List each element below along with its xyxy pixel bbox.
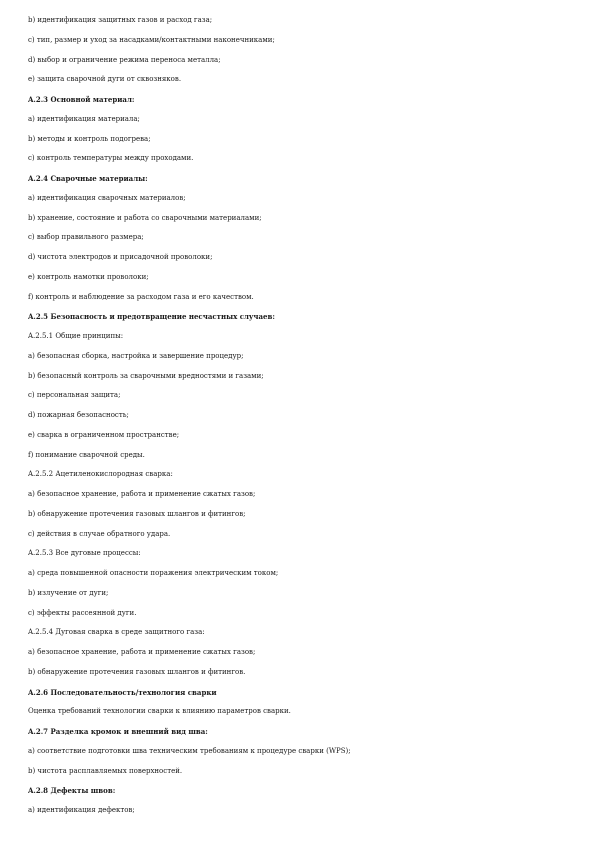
text-line: e) сварка в ограниченном пространстве;	[28, 430, 180, 439]
text-line: a) среда повышенной опасности поражения электрическим током;	[28, 569, 279, 577]
text-line: e) контроль намотки проволоки;	[28, 272, 149, 281]
text-line: c) действия в случае обратного удара.	[28, 529, 171, 538]
text-line: b) обнаружение протечения газовых шлангов и фитингов;	[28, 509, 246, 518]
text-line: b) обнаружение протечения газовых шлангов и фитингов.	[28, 667, 246, 676]
text-line: a) идентификация материала;	[28, 114, 140, 123]
text-line: f) понимание сварочной среды.	[28, 450, 145, 459]
text-line: c) персональная защита;	[28, 391, 121, 400]
section-heading: A.2.8 Дефекты швов:	[28, 786, 116, 796]
text-line: e) защита сварочной дуги от сквозняков.	[28, 75, 182, 84]
text-line: b) безопасный контроль за сварочными вредностями и газами;	[28, 371, 264, 380]
text-line: f) контроль и наблюдение за расходом газа и его качеством.	[28, 292, 254, 301]
section-heading: A.2.3 Основной материал:	[28, 95, 135, 104]
text-line: a) безопасное хранение, работа и применение сжатых газов;	[28, 648, 256, 656]
text-line: A.2.5.1 Общие принципы:	[28, 332, 124, 340]
text-line: c) эффекты рассеянной дуги.	[28, 608, 137, 617]
text-line: a) соответствие подготовки шва техническим требованиям к процедуре сварки (WPS);	[28, 746, 351, 755]
text-line: A.2.5.2 Ацетиленокислородная сварка:	[28, 470, 173, 479]
text-line: A.2.5.4 Дуговая сварка в среде защитного газа:	[28, 628, 205, 637]
text-line: c) контроль температуры между проходами.	[28, 154, 194, 163]
text-line: a) идентификация сварочных материалов;	[28, 193, 186, 202]
text-line: b) идентификация защитных газов и расход газа;	[28, 16, 213, 24]
text-line: Оценка требований технологии сварки к влиянию параметров сварки.	[28, 707, 291, 716]
section-heading: A.2.5 Безопасность и предотвращение несчастных случаев:	[28, 312, 275, 322]
text-line: d) пожарная безопасность;	[28, 411, 129, 419]
text-line: c) тип, размер и уход за насадками/контактными наконечниками;	[28, 35, 275, 44]
text-line: a) безопасная сборка, настройка и завершение процедур;	[28, 351, 244, 360]
text-line: c) выбор правильного размера;	[28, 233, 144, 242]
text-line: A.2.5.3 Все дуговые процессы:	[28, 549, 141, 558]
section-heading: A.2.7 Разделка кромок и внешний вид шва:	[28, 727, 208, 736]
text-line: b) методы и контроль подогрева;	[28, 134, 151, 143]
text-line: a) идентификация дефектов;	[28, 806, 135, 814]
text-line: b) излучение от дуги;	[28, 588, 109, 597]
section-heading: A.2.4 Сварочные материалы:	[28, 174, 148, 183]
text-line: b) чистота расплавляемых поверхностей.	[28, 766, 183, 775]
text-line: d) выбор и ограничение режима переноса металла;	[28, 55, 221, 64]
text-line: b) хранение, состояние и работа со сварочными материалами;	[28, 213, 262, 222]
section-heading: A.2.6 Последовательность/технология сварки	[28, 687, 217, 697]
text-line: a) безопасное хранение, работа и применение сжатых газов;	[28, 490, 256, 498]
text-line: d) чистота электродов и присадочной проволоки;	[28, 253, 213, 261]
